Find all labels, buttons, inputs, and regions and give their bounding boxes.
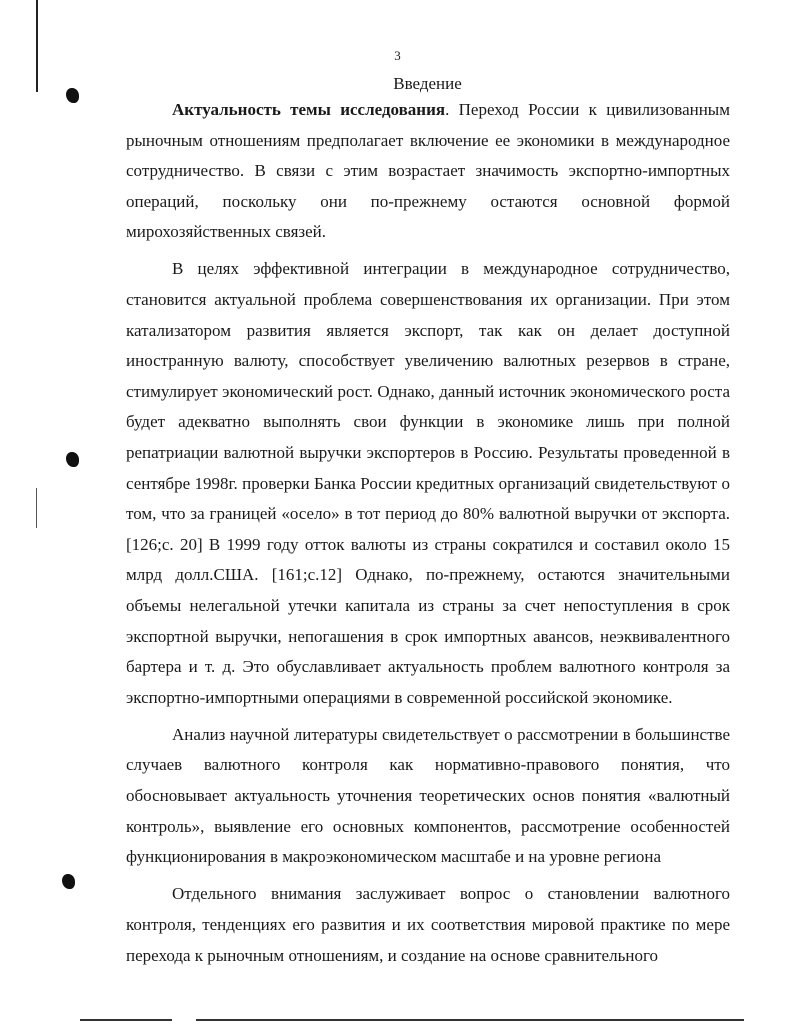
paragraph-literature xyxy=(126,720,730,873)
paragraph-integration xyxy=(126,254,730,713)
paragraph-text: Анализ научной литературы свидетельствует о рассмотрении в большинстве случаев валютного контроля как нормативно-правового понятия, что обосновывает актуальность уточнения теоретических основ понятия «валютный контроль», выявление его основных компонентов, рассмотрение особенностей функционирования в макроэкономическом масштабе и на уровне региона xyxy=(126,724,730,867)
page-number: 3 xyxy=(394,48,401,63)
paragraph-text: Отдельного внимания заслуживает вопрос о становлении валютного контроля, тенденциях его развития и их соответствия мировой практике по мере перехода к рыночным отношениям, и создание на основе сравнительного xyxy=(126,884,730,965)
paragraph-relevance xyxy=(126,95,730,248)
scan-edge-mark xyxy=(36,488,37,528)
paragraph-special-attention xyxy=(126,879,730,971)
paragraph-text: В целях эффективной интеграции в международное сотрудничество, становится актуальной проблема совершенствования их организации. При этом катализатором развития является экспорт, так как он делает доступной иностранную валюту, способствует увеличению валютных резервов в стране, стимулирует экономический рост. Однако, данный источник экономического роста будет адекватно выполнять свои функции в экономике лишь при полной репатриации валютной выручки экспортеров в Россию. Результаты проведенной в сентябре 1998г. проверки Банка России кредитных организаций свидетельствуют о том, что за границей «осело» в тот период до 80% валютной выручки от экспорта.[126;с. 20] В 1999 году отток валюты из страны сократился и составил около 15 млрд долл.США. [161;с.12] Однако, по-прежнему, остаются значительными объемы нелегальной утечки капитала из страны за счет непоступления в срок экспортной выручки, непогашения в срок импортных авансов, неэквивалентного бартера и т. д. Это обуславливает актуальность проблем валютного контроля за экспортно-импортными операциями в современной российской экономике. xyxy=(126,259,730,707)
punch-hole-mark xyxy=(62,874,75,889)
page-heading: Введение xyxy=(393,74,462,93)
scan-bottom-line xyxy=(196,1019,744,1021)
paragraph-text: . Переход России к цивилизованным рыночным отношениям предполагает включение ее экономики в международное сотрудничество. В связи с этим возрастает значимость экспортно-импортных операций, поскольку они по-прежнему остаются основной формой мирохозяйственных связей. xyxy=(126,100,730,242)
scan-bottom-line xyxy=(80,1019,172,1021)
body-text xyxy=(126,95,730,971)
punch-hole-mark xyxy=(66,452,79,467)
paragraph-lead-bold: Актуальность темы исследования xyxy=(172,100,446,119)
